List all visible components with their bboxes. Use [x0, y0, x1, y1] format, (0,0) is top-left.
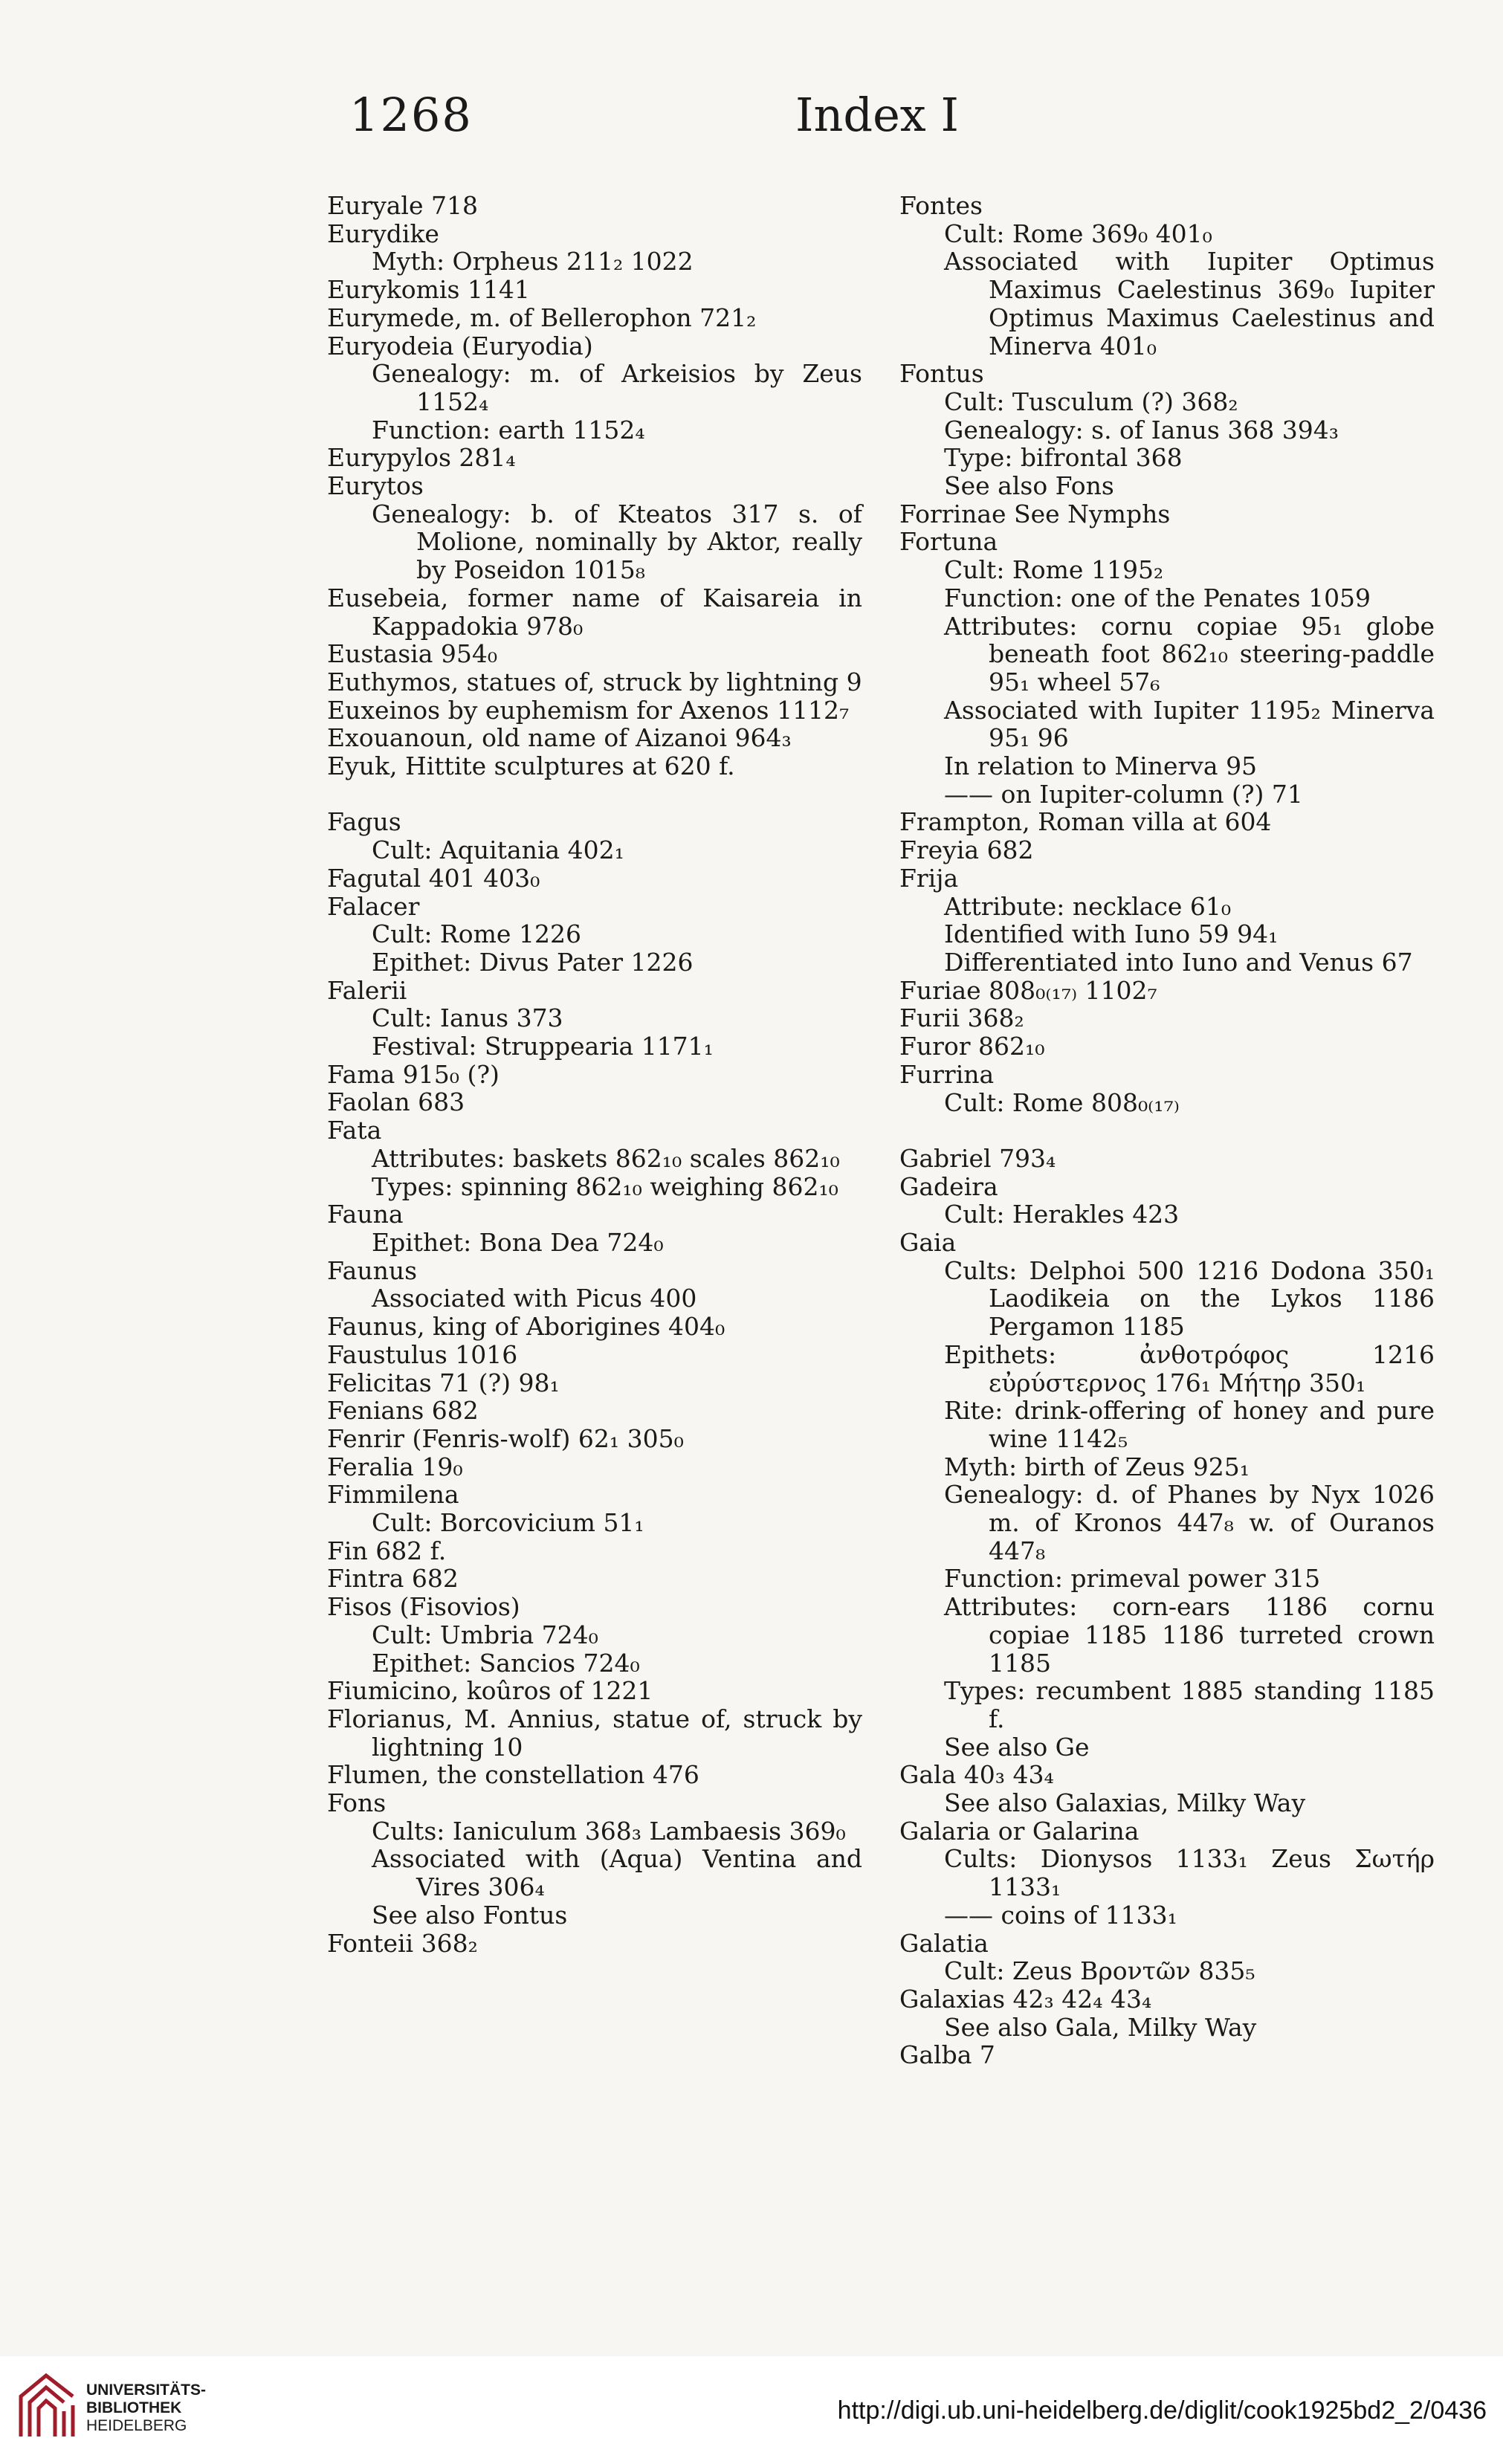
index-subentry: Attributes: baskets 862₁₀ scales 862₁₀ — [372, 1143, 840, 1173]
library-name-line3: HEIDELBERG — [86, 2417, 187, 2434]
index-subentry: Cults: Ianiculum 368₃ Lambaesis 369₀ — [372, 1816, 846, 1846]
index-subentry: Attribute: necklace 61₀ — [944, 891, 1232, 921]
index-subentry: Genealogy: s. of Ianus 368 394₃ — [944, 415, 1339, 444]
index-subentry: Attributes: corn-ears 1186 cornu copiae 1185 1186 turreted crown 1185 — [944, 1592, 1435, 1678]
index-subentry: Cult: Rome 1195₂ — [944, 555, 1164, 585]
index-subentry: Genealogy: b. of Kteatos 317 s. of Molione, nominally by Aktor, really by Poseidon 1015₈ — [372, 499, 862, 585]
index-subentry: Cult: Ianus 373 — [372, 1003, 563, 1033]
index-subentry: Myth: Orpheus 211₂ 1022 — [372, 247, 694, 277]
index-entry: Euxeinos by euphemism for Axenos 1112₇ — [327, 695, 850, 725]
index-entry: Furor 862₁₀ — [899, 1032, 1045, 1061]
index-entry: Eurymede, m. of Bellerophon 721₂ — [327, 303, 757, 332]
index-subentry: See also Ge — [944, 1732, 1090, 1762]
index-subentry: Associated with Iupiter Optimus Maximus Caelestinus 369₀ Iupiter Optimus Maximus Caelestinus and Minerva 401₀ — [944, 247, 1435, 360]
index-entry: Furrina — [899, 1059, 995, 1089]
index-entry: Fenians 682 — [327, 1396, 479, 1426]
index-subentry: Festival: Struppearia 1171₁ — [372, 1032, 714, 1061]
index-subentry: Genealogy: d. of Phanes by Nyx 1026 m. of Kronos 447₈ w. of Ouranos 447₈ — [944, 1480, 1435, 1565]
index-entry: Gadeira — [899, 1171, 998, 1201]
index-subentry: Cults: Delphoi 500 1216 Dodona 350₁ Laodikeia on the Lykos 1186 Pergamon 1185 — [944, 1255, 1435, 1342]
library-name-line2: BIBLIOTHEK — [86, 2399, 182, 2416]
index-entry: Fagutal 401 403₀ — [327, 863, 540, 893]
index-subentry: Associated with Iupiter 1195₂ Minerva 95₁ 96 — [944, 695, 1435, 753]
index-entry: Gabriel 793₄ — [899, 1143, 1056, 1173]
index-subentry: See also Fontus — [372, 1900, 568, 1930]
index-subentry: Cult: Herakles 423 — [944, 1200, 1180, 1229]
index-entry: Fagus — [327, 807, 401, 837]
index-entry: Eurykomis 1141 — [327, 275, 530, 305]
index-entry: Fons — [327, 1788, 387, 1818]
index-entry: Forrinae See Nymphs — [899, 499, 1171, 528]
library-logo-icon — [16, 2371, 77, 2441]
index-subentry: Associated with (Aqua) Ventina and Vires 306₄ — [372, 1844, 862, 1902]
index-subentry: Associated with Picus 400 — [372, 1284, 697, 1313]
index-subentry: Identified with Iuno 59 94₁ — [944, 919, 1279, 949]
source-url-link[interactable]: http://digi.ub.uni-heidelberg.de/diglit/cook1925bd2_2/0436 — [837, 2396, 1487, 2425]
index-entry: Falerii — [327, 975, 407, 1005]
index-subentry: Function: one of the Penates 1059 — [944, 583, 1371, 612]
index-entry: Euthymos, statues of, struck by lightning 9 — [327, 667, 862, 696]
index-subentry: Cult: Aquitania 402₁ — [372, 835, 624, 865]
footer-bar — [0, 2356, 1503, 2464]
index-entry: Fortuna — [899, 527, 998, 557]
index-subentry: Myth: birth of Zeus 925₁ — [944, 1452, 1250, 1481]
index-subentry: Cult: Umbria 724₀ — [372, 1620, 598, 1649]
index-entry: Eurypylos 281₄ — [327, 443, 516, 473]
index-entry: Exouanoun, old name of Aizanoi 964₃ — [327, 723, 792, 753]
index-entry: Fontus — [899, 359, 984, 389]
index-subentry: Attributes: cornu copiae 95₁ globe beneath foot 862₁₀ steering-paddle 95₁ wheel 57₆ — [944, 611, 1435, 696]
section-gap — [899, 1116, 1435, 1145]
index-entry: Eusebeia, former name of Kaisareia in Kappadokia 978₀ — [327, 583, 862, 641]
index-entry: Faunus, king of Aborigines 404₀ — [327, 1312, 725, 1342]
index-entry: Eurydike — [327, 219, 439, 248]
index-entry: Frija — [899, 863, 959, 893]
page-number: 1268 — [349, 88, 473, 142]
index-subentry: Function: earth 1152₄ — [372, 415, 645, 444]
index-subentry: See also Fons — [944, 471, 1114, 501]
index-entry: Faunus — [327, 1255, 418, 1285]
index-entry: Faustulus 1016 — [327, 1339, 518, 1369]
page-header — [349, 88, 1338, 162]
index-entry: Eurytos — [327, 471, 424, 501]
index-entry: Galaxias 42₃ 42₄ 43₄ — [899, 1984, 1152, 2014]
index-entry: Flumen, the constellation 476 — [327, 1760, 699, 1790]
index-entry: Fauna — [327, 1200, 404, 1229]
index-column-left — [327, 192, 862, 1957]
index-entry: Florianus, M. Annius, statue of, struck by lightning 10 — [327, 1704, 862, 1762]
index-subentry: Function: primeval power 315 — [944, 1564, 1321, 1594]
index-entry: Fata — [327, 1116, 382, 1145]
index-entry: Fonteii 368₂ — [327, 1928, 478, 1958]
index-subentry: —— coins of 1133₁ — [944, 1900, 1177, 1930]
index-entry: Feralia 19₀ — [327, 1452, 463, 1481]
page-title: Index I — [795, 88, 959, 142]
index-entry: Faolan 683 — [327, 1087, 465, 1117]
index-entry: Fin 682 f. — [327, 1536, 447, 1565]
library-name-line1: UNIVERSITÄTS- — [86, 2381, 207, 2399]
index-subentry: Epithet: Divus Pater 1226 — [372, 947, 694, 977]
index-subentry: —— on Iupiter-column (?) 71 — [944, 779, 1303, 809]
index-entry: Fintra 682 — [327, 1564, 459, 1594]
index-subentry: Genealogy: m. of Arkeisios by Zeus 1152₄ — [372, 359, 862, 416]
index-subentry: Types: spinning 862₁₀ weighing 862₁₀ — [372, 1171, 838, 1201]
index-entry: Fenrir (Fenris-wolf) 62₁ 305₀ — [327, 1423, 684, 1453]
index-entry: Euryale 718 — [327, 191, 478, 220]
index-subentry: Rite: drink-offering of honey and pure wine 1142₅ — [944, 1396, 1435, 1453]
index-entry: Fiumicino, koûros of 1221 — [327, 1676, 653, 1706]
index-subentry: Types: recumbent 1885 standing 1185 f. — [944, 1676, 1435, 1733]
index-entry: Furii 368₂ — [899, 1003, 1024, 1033]
index-subentry: Cult: Rome 808₀₍₁₇₎ — [944, 1087, 1180, 1117]
index-subentry: Cults: Dionysos 1133₁ Zeus Σωτήρ 1133₁ — [944, 1844, 1435, 1902]
index-entry: Felicitas 71 (?) 98₁ — [327, 1368, 560, 1397]
index-subentry: Cult: Zeus Βροντῶν 835₅ — [944, 1956, 1255, 1986]
index-subentry: In relation to Minerva 95 — [944, 751, 1258, 781]
index-entry: Galaria or Galarina — [899, 1816, 1140, 1846]
index-entry: Galatia — [899, 1928, 989, 1958]
index-entry: Fama 915₀ (?) — [327, 1059, 500, 1089]
index-entry: Eyuk, Hittite sculptures at 620 f. — [327, 751, 735, 781]
index-entry: Eustasia 954₀ — [327, 639, 498, 669]
index-entry: Fisos (Fisovios) — [327, 1592, 520, 1622]
index-entry: Freyia 682 — [899, 835, 1034, 865]
index-entry: Falacer — [327, 891, 420, 921]
section-gap — [327, 780, 862, 809]
index-entry: Galba 7 — [899, 2040, 995, 2070]
index-subentry: Type: bifrontal 368 — [944, 443, 1183, 473]
index-subentry: Differentiated into Iuno and Venus 67 — [944, 947, 1413, 977]
library-name — [86, 2381, 206, 2435]
index-subentry: See also Galaxias, Milky Way — [944, 1788, 1306, 1818]
index-entry: Fimmilena — [327, 1480, 459, 1510]
index-entry: Gaia — [899, 1228, 957, 1257]
index-subentry: Cult: Rome 369₀ 401₀ — [944, 219, 1212, 248]
index-subentry: Cult: Rome 1226 — [372, 919, 581, 949]
index-entry: Euryodeia (Euryodia) — [327, 331, 593, 360]
index-subentry: Epithet: Bona Dea 724₀ — [372, 1228, 664, 1257]
index-subentry: Cult: Borcovicium 51₁ — [372, 1508, 644, 1538]
index-entry: Furiae 808₀₍₁₇₎ 1102₇ — [899, 975, 1157, 1005]
index-subentry: Cult: Tusculum (?) 368₂ — [944, 387, 1238, 416]
index-column-right — [899, 192, 1435, 2069]
index-entry: Fontes — [899, 191, 983, 220]
index-entry: Frampton, Roman villa at 604 — [899, 807, 1272, 837]
index-subentry: Epithets: ἀνθοτρόφος 1216 εὐρύστερνος 176₁ Μήτηρ 350₁ — [944, 1339, 1435, 1397]
index-subentry: Epithet: Sancios 724₀ — [372, 1648, 640, 1678]
index-entry: Gala 40₃ 43₄ — [899, 1760, 1054, 1790]
index-subentry: See also Gala, Milky Way — [944, 2012, 1257, 2042]
